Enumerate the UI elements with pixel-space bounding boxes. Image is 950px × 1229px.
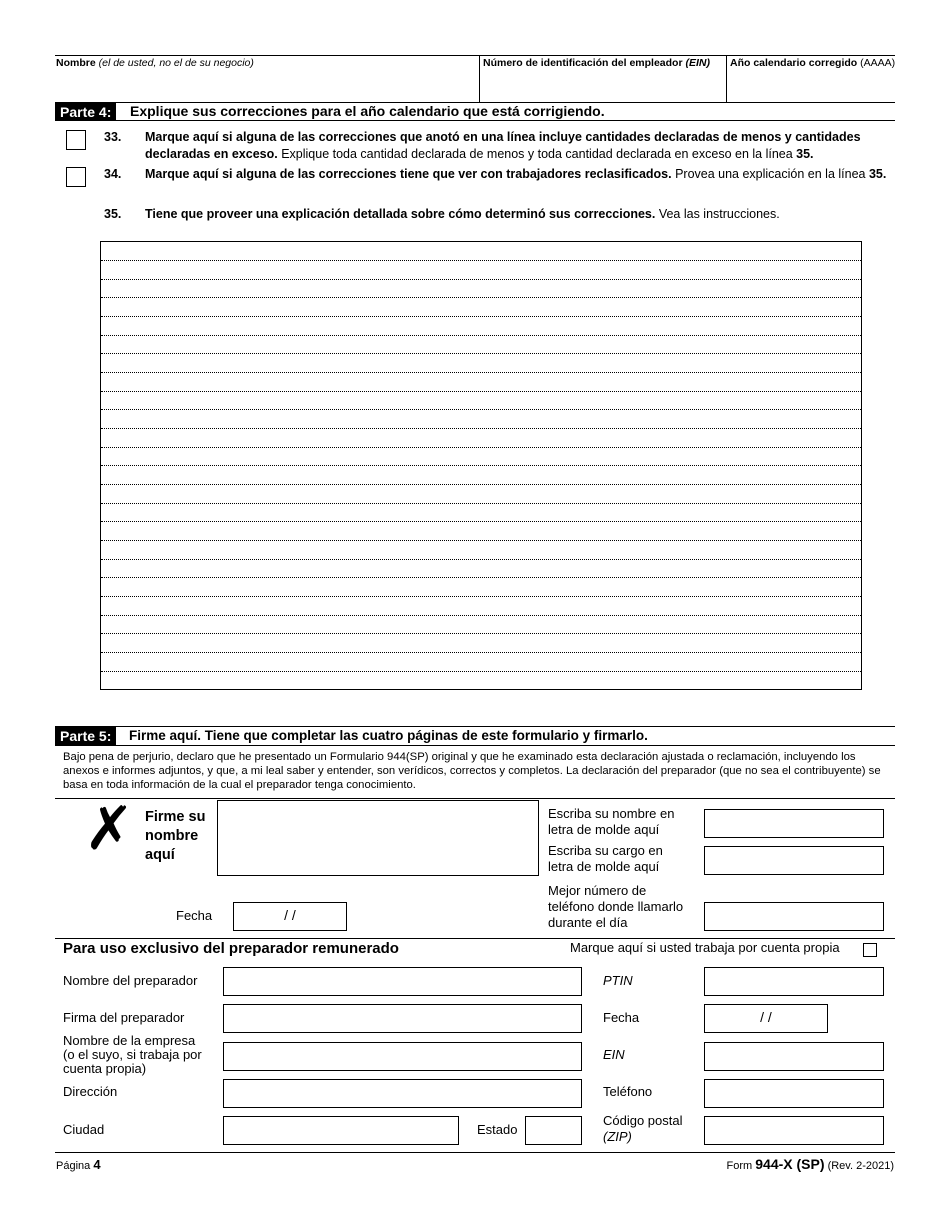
preparer-rule [55,938,895,939]
zip-field[interactable] [704,1116,884,1145]
explanation-line [101,297,861,298]
preparer-date-field[interactable]: / / [704,1004,828,1033]
preparer-signature-label: Firma del preparador [63,1010,185,1025]
header-divider-1 [479,55,480,103]
line33-checkbox[interactable] [66,130,86,150]
sign-here-mark-icon: ✗ [84,795,135,862]
ein-field[interactable] [483,72,721,100]
print-title-field[interactable] [704,846,884,875]
explanation-line [101,409,861,410]
ptin-label: PTIN [603,973,633,988]
part4-title: Explique sus correcciones para el año calendario que está corrigiendo. [130,103,605,119]
explanation-line [101,577,861,578]
header-divider-2 [726,55,727,103]
sign-date-label: Fecha [176,908,213,923]
print-title-label: Escriba su cargo en letra de molde aquí [548,843,663,874]
preparer-name-label: Nombre del preparador [63,973,198,988]
firm-name-label: Nombre de la empresa (o el suyo, si trabaja por cuenta propia) [63,1033,202,1076]
print-name-field[interactable] [704,809,884,838]
explanation-line [101,596,861,597]
line33-text: Marque aquí si alguna de las correcciones que anotó en una línea incluye cantidades declaradas de menos y cantidades declaradas en exceso. Explique toda cantidad declarada de menos y toda cantidad declarada en exceso en la línea 35. [145,130,861,161]
explanation-line [101,671,861,672]
ptin-field[interactable] [704,967,884,996]
sign-date-field[interactable]: / / [233,902,347,931]
year-field[interactable] [730,72,892,100]
explanation-line [101,652,861,653]
part5-rule [55,745,895,746]
phone-field[interactable] [704,902,884,931]
state-label: Estado [477,1122,518,1137]
part5-label: Parte 5: [55,727,116,745]
sign-area-rule [55,798,895,799]
firm-name-field[interactable] [223,1042,582,1071]
explanation-line [101,260,861,261]
preparer-name-field[interactable] [223,967,582,996]
line34-number: 34. [104,167,122,181]
address-field[interactable] [223,1079,582,1108]
explanation-line [101,447,861,448]
city-label: Ciudad [63,1122,105,1137]
print-name-label: Escriba su nombre en letra de molde aquí [548,806,675,837]
explanation-line [101,353,861,354]
firm-ein-label: EIN [603,1047,625,1062]
explanation-line [101,465,861,466]
explanation-line [101,391,861,392]
state-field[interactable] [525,1116,582,1145]
part5-title: Firme aquí. Tiene que completar las cuatro páginas de este formulario y firmarlo. [129,728,648,743]
line35-number: 35. [104,207,122,221]
declaration-text: Bajo pena de perjurio, declaro que he presentado un Formulario 944(SP) original y que he examinado esta declaración ajustada o reclamación, incluyendo los anexos e informes adjuntos, y que, a mi leal saber y entender, son verídicos, correctos y completos. La declaración del preparador (que no sea el contribuyente) se basa en toda información de la cual el preparador tenga conocimiento. [63,751,881,791]
self-employed-label: Marque aquí si usted trabaja por cuenta propia [570,940,840,955]
name-field-label: Nombre (el de usted, no el de su negocio) [56,57,254,69]
explanation-line [101,521,861,522]
phone-label: Mejor número de teléfono donde llamarlo durante el día [548,883,684,930]
explanation-line [101,615,861,616]
preparer-section-title: Para uso exclusivo del preparador remunerado [63,940,399,957]
signature-field[interactable] [217,800,539,876]
explanation-line [101,633,861,634]
explanation-line [101,559,861,560]
line34-text: Marque aquí si alguna de las correcciones tiene que ver con trabajadores reclasificados. Provea una explicación en la línea 35. [145,167,887,181]
explanation-line [101,503,861,504]
name-field[interactable] [57,72,475,100]
top-rule [55,55,895,56]
explanation-line [101,428,861,429]
firm-ein-field[interactable] [704,1042,884,1071]
preparer-phone-label: Teléfono [603,1084,653,1099]
line34-checkbox[interactable] [66,167,86,187]
preparer-signature-field[interactable] [223,1004,582,1033]
form-id: Form 944-X (SP) (Rev. 2-2021) [726,1156,894,1172]
preparer-date-label: Fecha [603,1010,640,1025]
part4-label: Parte 4: [55,103,116,121]
explanation-line [101,484,861,485]
explanation-line [101,335,861,336]
line33-number: 33. [104,130,122,144]
ein-field-label: Número de identificación del empleador (EIN) [483,57,710,69]
address-label: Dirección [63,1084,118,1099]
self-employed-checkbox[interactable] [863,943,877,957]
line35-text: Tiene que proveer una explicación detallada sobre cómo determinó sus correcciones. Vea las instrucciones. [145,207,780,221]
explanation-line [101,316,861,317]
sign-here-label: Firme su nombre aquí [145,809,206,863]
explanation-line [101,279,861,280]
explanation-line [101,540,861,541]
preparer-phone-field[interactable] [704,1079,884,1108]
year-field-label: Año calendario corregido (AAAA) [730,57,896,69]
footer-rule [55,1152,895,1153]
zip-label: Código postal (ZIP) [603,1113,683,1144]
explanation-line [101,372,861,373]
city-field[interactable] [223,1116,459,1145]
part4-rule [55,120,895,121]
page-number: Página 4 [56,1157,101,1172]
